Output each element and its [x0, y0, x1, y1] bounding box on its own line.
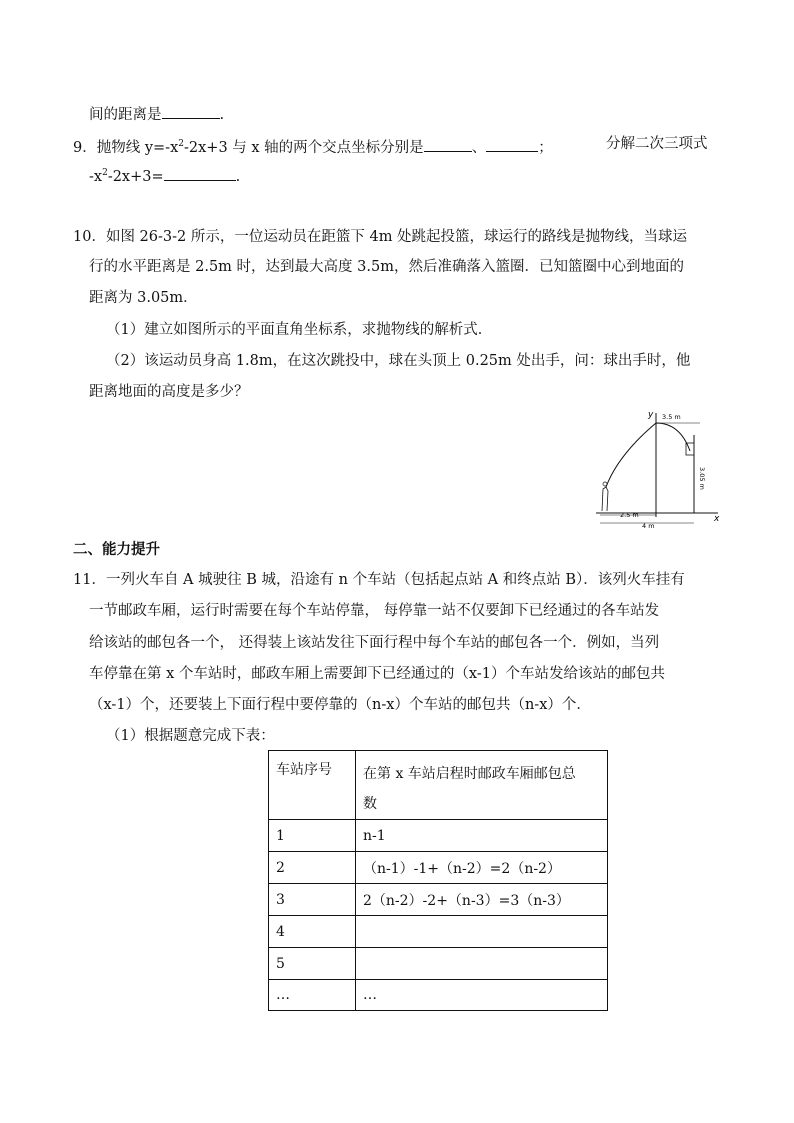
- table-cell: …: [356, 980, 608, 1011]
- top-height-label: 3.5 m: [662, 413, 681, 421]
- table-cell: 2（n-2）-2+（n-3）=3（n-3）: [356, 884, 608, 916]
- q10-sub-2: （2）该运动员身高 1.8m，在这次跳投中，球在头顶上 0.25m 处出手，问：球出手时，他: [106, 353, 691, 369]
- table-cell: 1: [269, 820, 356, 852]
- q9-answer-blank-2[interactable]: [486, 137, 538, 152]
- dist-label-1: 2.5 m: [620, 511, 639, 519]
- player-icon: [602, 482, 608, 511]
- table-header-cell: 车站序号: [269, 751, 356, 820]
- q9-line2: $-x^2-2x+3=$ .: [89, 163, 240, 187]
- q9-answer-blank-3[interactable]: [164, 166, 236, 181]
- hoop-height-label: 3.05 m: [698, 467, 706, 490]
- q8-text: 间的距离是: [89, 107, 162, 123]
- y-axis-label: y: [648, 410, 654, 420]
- table-answer-cell[interactable]: [356, 948, 608, 980]
- table-row: [269, 820, 608, 852]
- q10-line-2: 行的水平距离是 2.5m 时，达到最大高度 3.5m，然后准确落入篮圈．已知篮圈中心到地面的: [89, 259, 684, 275]
- table-cell: （n-1）-1+（n-2）=2（n-2）: [356, 852, 608, 884]
- table-cell: 4: [269, 916, 356, 948]
- q9-answer-blank-1[interactable]: [424, 137, 472, 152]
- q11-line-1: 11．一列火车自 A 城驶往 B 城，沿途有 n 个车站（包括起点站 A 和终点站 B）．该列火车挂有: [73, 572, 685, 588]
- table-cell: 2: [269, 852, 356, 884]
- basketball-parabola-figure: [590, 405, 730, 533]
- q11-line-3: 给该站的邮包各一个， 还得装上该站发往下面行程中每个车站的邮包各一个．例如，当列: [89, 635, 660, 651]
- table-cell: n-1: [356, 820, 608, 852]
- q9-factor-label: 分解二次三项式: [606, 136, 708, 152]
- station-table: [268, 750, 608, 1011]
- table-row: [269, 916, 608, 948]
- table-cell: 5: [269, 948, 356, 980]
- q10-line-1: 10．如图 26-3-2 所示，一位运动员在距篮下 4m 处跳起投篮，球运行的路线是抛物线，当球运: [73, 229, 688, 245]
- table-header-row: [269, 751, 608, 820]
- q11-line-5: （x-1）个，还要装上下面行程中要停靠的（n-x）个车站的邮包共（n-x）个．: [89, 697, 591, 713]
- q9-line1: 9．抛物线 $y=-x^2-2x+3$ 与 x 轴的两个交点坐标分别是 、 ；: [73, 134, 553, 158]
- q8-answer-blank[interactable]: [162, 104, 220, 119]
- dist-label-2: 4 m: [642, 522, 655, 530]
- ball-trajectory: [606, 423, 690, 487]
- q11-line-4: 车停靠在第 x 个车站时，邮政车厢上需要卸下已经通过的（x-1）个车站发给该站的邮包共: [89, 666, 665, 682]
- table-row: [269, 980, 608, 1011]
- table-answer-cell[interactable]: [356, 916, 608, 948]
- x-axis-label: x: [714, 514, 720, 524]
- q10-sub-1: （1）建立如图所示的平面直角坐标系，求抛物线的解析式．: [106, 322, 493, 338]
- table-cell: …: [269, 980, 356, 1011]
- table-header-cell: 在第 x 车站启程时邮政车厢邮包总 数: [356, 751, 608, 820]
- table-row: [269, 852, 608, 884]
- q8-line: 间的距离是 .: [89, 104, 224, 125]
- q10-line-3: 距离为 3.05m．: [89, 290, 198, 306]
- q11-sub-1: （1）根据题意完成下表：: [106, 728, 275, 744]
- table-row: [269, 948, 608, 980]
- table-cell: 3: [269, 884, 356, 916]
- q10-line-6: 距离地面的高度是多少？: [89, 384, 249, 400]
- section-title: 二、能力提升: [73, 542, 160, 558]
- table-row: [269, 884, 608, 916]
- q11-line-2: 一节邮政车厢，运行时需要在每个车站停靠， 每停靠一站不仅要卸下已经通过的各车站发: [89, 603, 660, 619]
